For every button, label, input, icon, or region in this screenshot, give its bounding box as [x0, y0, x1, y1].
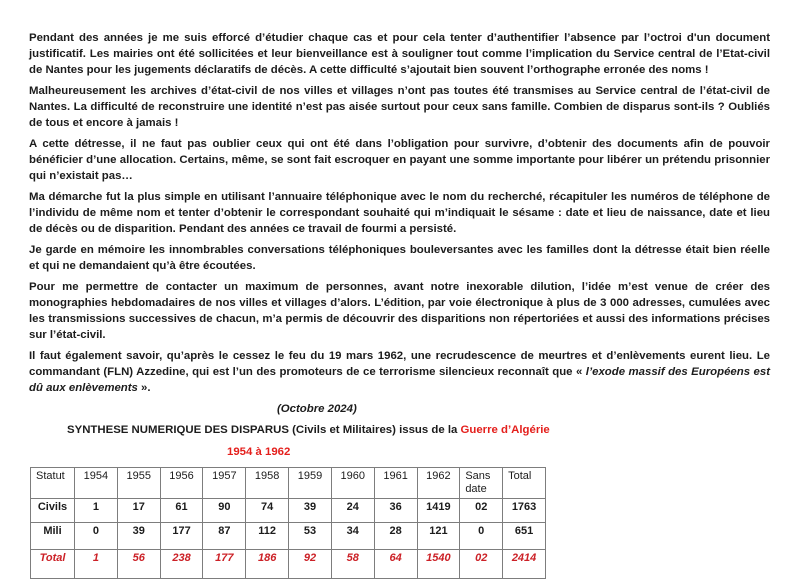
total-1955: 56 [117, 550, 160, 579]
paragraph-5: Je garde en mémoire les innombrables conversations téléphoniques bouleversantes avec les familles dont la détresse était bien réelle et qui ne demandaient qu’à être écoutées. [29, 244, 770, 272]
paragraph-4: Ma démarche fut la plus simple en utilisant l’annuaire téléphonique avec le nom du recherché, récapituler les numéros de téléphone de l’individu de même nom et tenter d’obtenir le correspondant souhaité qui m’indiquait le sésame : date et lieu de naissance, date et lieu de décès ou de disparition. Pendant des années ce travail de fourmi a persisté. [29, 191, 770, 235]
paragraph-6: Pour me permettre de contacter un maximum de personnes, avant notre inexorable dilution, l’idée m’est venue de créer des monographies hebdomadaires de nos villes et villages d’alors. L’édition, par voie électronique à plus de 3 000 adresses, cumulées avec les transmissions successives de chacun, m’a permis de découvrir des disparitions non répertoriées et aussi des informations précises sur l’état-civil. [29, 281, 770, 341]
mili-1954: 0 [75, 523, 118, 550]
header-1959: 1959 [289, 468, 332, 499]
header-1960: 1960 [331, 468, 374, 499]
total-1960: 58 [331, 550, 374, 579]
header-1957: 1957 [203, 468, 246, 499]
row-label-civils: Civils [31, 499, 75, 523]
subtitle-years: 1954 à 1962 [227, 446, 291, 458]
civils-sans-date: 02 [460, 499, 503, 523]
table-row-civils [31, 499, 546, 523]
civils-1961: 36 [374, 499, 417, 523]
total-1961: 64 [374, 550, 417, 579]
disparus-table [30, 467, 546, 579]
mili-1958: 112 [246, 523, 289, 550]
row-label-total: Total [31, 550, 75, 579]
mili-1955: 39 [117, 523, 160, 550]
civils-1957: 90 [203, 499, 246, 523]
quote-before: Il faut également savoir, qu’après le cessez le feu du 19 mars 1962, une recrudescence de meurtres et d’enlèvements eurent lieu. Le commandant (FLN) Azzedine, qui est l’un des promoteurs de ce terrorisme silencieux reconnaît que « [29, 350, 770, 378]
mili-1960: 34 [331, 523, 374, 550]
header-1955: 1955 [117, 468, 160, 499]
mili-1956: 177 [160, 523, 203, 550]
header-1962: 1962 [417, 468, 460, 499]
table-row-total [31, 550, 546, 579]
table-row-mili [31, 523, 546, 550]
header-1956: 1956 [160, 468, 203, 499]
synthesis-title [67, 422, 770, 438]
total-1958: 186 [246, 550, 289, 579]
civils-1955: 17 [117, 499, 160, 523]
row-label-mili: Mili [31, 523, 75, 550]
total-1962: 1540 [417, 550, 460, 579]
quote-after: ». [137, 382, 151, 394]
paragraph-3: A cette détresse, il ne faut pas oublier ceux qui ont été dans l’obligation pour survivre, d’obtenir des documents afin de pouvoir bénéficier d’une allocation. Certains, même, se sont fait escroquer en payant une somme importante pour libérer un prétendu prisonnier qui n’existait pas… [29, 138, 770, 182]
header-1958: 1958 [246, 468, 289, 499]
mili-sans-date: 0 [460, 523, 503, 550]
title-black-part: SYNTHESE NUMERIQUE DES DISPARUS (Civils et Militaires) issus de la [67, 424, 461, 436]
title-red-part: Guerre d’Algérie [460, 424, 550, 436]
header-1961: 1961 [374, 468, 417, 499]
header-sans-date: Sans date [460, 468, 503, 499]
header-1954: 1954 [75, 468, 118, 499]
paragraph-7-quote [29, 348, 770, 396]
civils-1959: 39 [289, 499, 332, 523]
total-1959: 92 [289, 550, 332, 579]
total-sans-date: 02 [460, 550, 503, 579]
table-header-row [31, 468, 546, 499]
mili-total: 651 [503, 523, 546, 550]
civils-total: 1763 [503, 499, 546, 523]
mili-1961: 28 [374, 523, 417, 550]
mili-1957: 87 [203, 523, 246, 550]
paragraph-2: Malheureusement les archives d’état-civil de nos villes et villages n’ont pas toutes été transmises au Service central de l’état-civil de Nantes. La difficulté de reconstruire une identité n’est pas aisée surtout pour ceux sans famille. Combien de disparus sont-ils ? Oubliés de tous et encore à jamais ! [29, 85, 770, 129]
header-statut: Statut [31, 468, 75, 499]
paragraph-1: Pendant des années je me suis efforcé d’étudier chaque cas et pour cela tenter d’authentifier l’absence par l’octroi d'un document justificatif. Les mairies ont été sollicitées et leur bienveillance est à souligner tout comme l’implication du Service central de l’Etat-civil de Nantes pour les jugements déclaratifs de décès. A cette difficulté s’ajoutait bien souvent l’orthographe erronée des noms ! [29, 32, 770, 76]
mili-1962: 121 [417, 523, 460, 550]
civils-1956: 61 [160, 499, 203, 523]
header-total: Total [503, 468, 546, 499]
civils-1962: 1419 [417, 499, 460, 523]
total-1957: 177 [203, 550, 246, 579]
date-line: (Octobre 2024) [277, 403, 357, 415]
civils-1960: 24 [331, 499, 374, 523]
total-1956: 238 [160, 550, 203, 579]
quote-italic-text: l’exode massif des Européens est dû aux enlèvements [29, 366, 770, 394]
civils-1954: 1 [75, 499, 118, 523]
civils-1958: 74 [246, 499, 289, 523]
mili-1959: 53 [289, 523, 332, 550]
total-total: 2414 [503, 550, 546, 579]
total-1954: 1 [75, 550, 118, 579]
